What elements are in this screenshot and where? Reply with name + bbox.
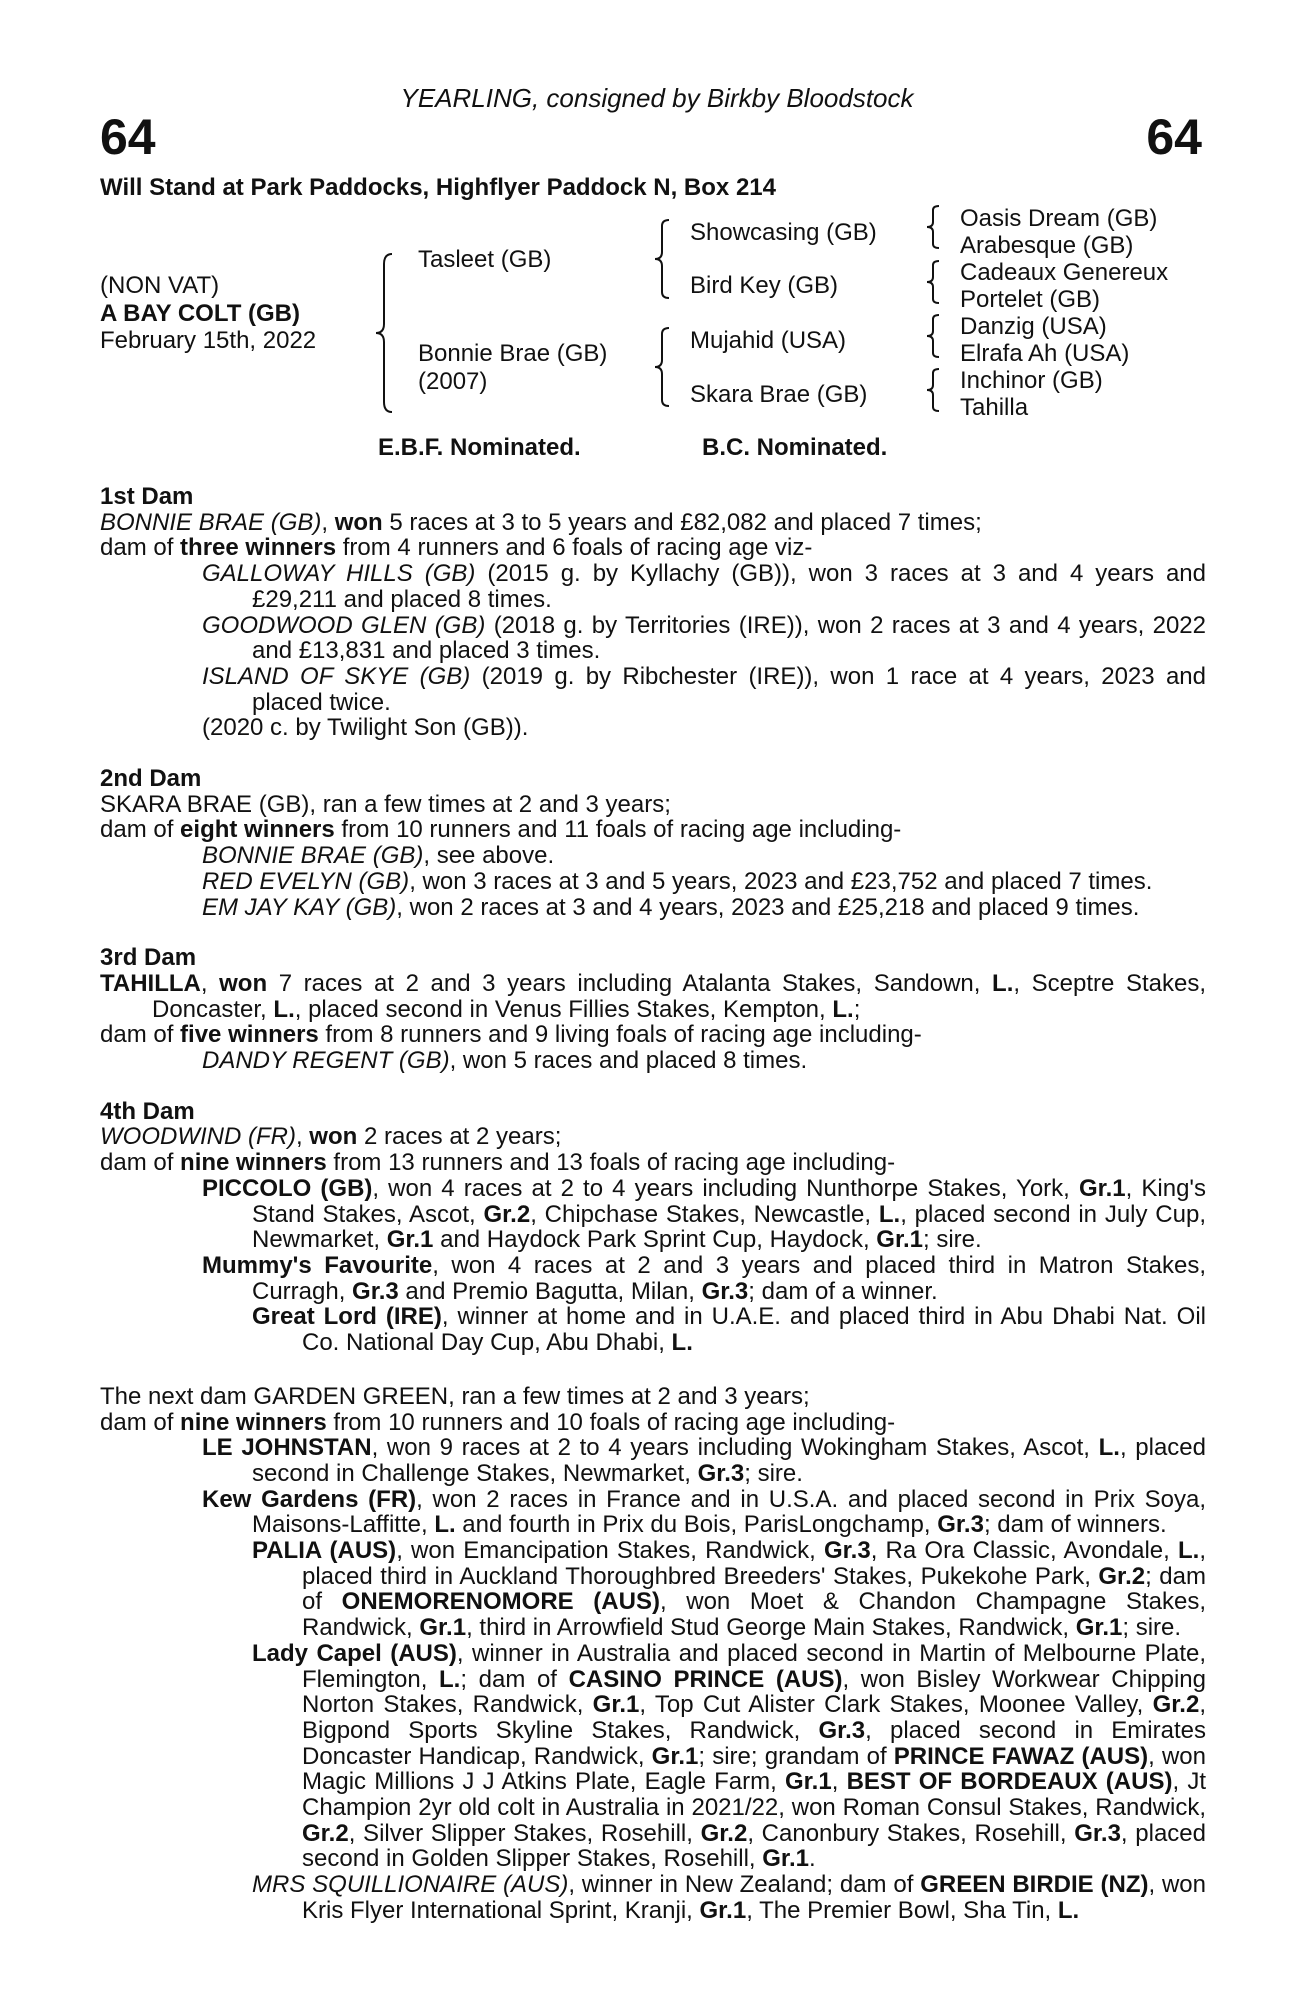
progeny-entry: ISLAND OF SKYE (GB) (2019 g. by Ribchester (IRE)), won 1 race at 4 years, 2023 and placed twice. <box>202 662 1206 716</box>
next-dam-section <box>100 1384 1206 1924</box>
progeny-entry: Mummy's Favourite, won 4 races at 2 and 3 years and placed third in Matron Stakes, Curragh, Gr.3 and Premio Bagutta, Milan, Gr.3; dam of a winner. <box>202 1251 1207 1305</box>
section-heading: 2nd Dam <box>100 765 202 793</box>
progeny-entry: GOODWOOD GLEN (GB) (2018 g. by Territories (IRE)), won 2 races at 3 and 4 years, 2022 and £13,831 and placed 3 times. <box>202 611 1206 665</box>
progeny-entry: GALLOWAY HILLS (GB) (2015 g. by Kyllachy (GB)), won 3 races at 3 and 4 years and £29,211 and placed 8 times. <box>202 560 1206 613</box>
progeny-entry: Great Lord (IRE), winner at home and in U.A.E. and placed third in Abu Dhabi Nat. Oil Co. National Day Cup, Abu Dhabi, L. <box>252 1303 1206 1357</box>
next-dam-produce: dam of nine winners from 10 runners and 10 foals of racing age including- <box>100 1408 896 1436</box>
first-dam-section <box>100 484 1206 741</box>
pedigree-sire-sire: Showcasing (GB) <box>690 219 877 246</box>
pedigree-brace-g3-1 <box>924 204 942 250</box>
stand-location: Will Stand at Park Paddocks, Highflyer Paddock N, Box 214 <box>100 174 776 201</box>
progeny-entry: (2020 c. by Twilight Son (GB)). <box>202 714 529 742</box>
pedigree-g3-3: Cadeaux Genereux <box>960 259 1169 286</box>
second-dam-record: SKARA BRAE (GB), ran a few times at 2 and 3 years; <box>100 790 671 818</box>
fourth-dam-section <box>100 1099 1206 1356</box>
pedigree-dam-year: (2007) <box>418 368 488 395</box>
third-dam-produce: dam of five winners from 8 runners and 9 living foals of racing age including- <box>100 1021 922 1049</box>
lot-number-left: 64 <box>100 109 156 165</box>
horse-name: A BAY COLT (GB) <box>100 300 301 327</box>
fourth-dam-produce: dam of nine winners from 13 runners and 13 foals of racing age including- <box>100 1149 896 1177</box>
next-dam-record: The next dam GARDEN GREEN, ran a few times at 2 and 3 years; <box>100 1382 810 1410</box>
section-heading: 3rd Dam <box>100 944 197 972</box>
first-dam-record: BONNIE BRAE (GB), won 5 races at 3 to 5 years and £82,082 and placed 7 times; <box>100 508 982 536</box>
consignment-line: YEARLING, consigned by Birkby Bloodstock <box>400 83 914 113</box>
pedigree-brace-g3-4 <box>924 367 942 413</box>
progeny-entry: MRS SQUILLIONAIRE (AUS), winner in New Zealand; dam of GREEN BIRDIE (NZ), won Kris Flyer International Sprint, Kranji, Gr.1, The Premier Bowl, Sha Tin, L. <box>252 1871 1206 1924</box>
pedigree-brace-main <box>372 252 396 414</box>
catalogue-body <box>100 484 1206 1924</box>
pedigree-g3-8: Tahilla <box>960 394 1029 421</box>
progeny-entry: LE JOHNSTAN, won 9 races at 2 to 4 years including Wokingham Stakes, Ascot, L., placed second in Challenge Stakes, Newmarket, Gr.3; sire. <box>202 1434 1206 1487</box>
pedigree-g3-5: Danzig (USA) <box>960 313 1107 340</box>
pedigree-g3-4: Portelet (GB) <box>960 286 1101 313</box>
second-dam-section <box>100 766 1206 920</box>
pedigree-dam-dam: Skara Brae (GB) <box>690 381 868 408</box>
third-dam-record: TAHILLA, won 7 races at 2 and 3 years including Atalanta Stakes, Sandown, L., Sceptre Stakes, Doncaster, L., placed second in Venus Fillies Stakes, Kempton, L.; <box>100 969 1206 1023</box>
pedigree-brace-dam <box>652 326 672 408</box>
third-dam-section <box>100 945 1206 1074</box>
pedigree-dam: Bonnie Brae (GB) <box>418 340 608 367</box>
pedigree-sire-dam: Bird Key (GB) <box>690 272 839 299</box>
foaling-date: February 15th, 2022 <box>100 327 317 354</box>
progeny-entry: PALIA (AUS), won Emancipation Stakes, Randwick, Gr.3, Ra Ora Classic, Avondale, L., placed third in Auckland Thoroughbred Breeders' Stakes, Pukekohe Park, Gr.2; dam of ONEMORENOMORE (AUS), won Moet & Chandon Champagne Stakes, Randwick, Gr.1, third in Arrowfield Stud George Main Stakes, Randwick, Gr.1; sire. <box>252 1537 1207 1642</box>
lot-number-right: 64 <box>1146 109 1202 165</box>
section-heading: 4th Dam <box>100 1097 195 1125</box>
progeny-entry: RED EVELYN (GB), won 3 races at 3 and 5 years, 2023 and £23,752 and placed 7 times. <box>202 867 1153 895</box>
pedigree-g3-6: Elrafa Ah (USA) <box>960 340 1130 367</box>
progeny-entry: BONNIE BRAE (GB), see above. <box>202 842 555 870</box>
fourth-dam-record: WOODWIND (FR), won 2 races at 2 years; <box>100 1123 562 1151</box>
first-dam-produce: dam of three winners from 4 runners and 6 foals of racing age viz- <box>100 534 813 562</box>
section-heading: 1st Dam <box>100 483 194 510</box>
pedigree-brace-g3-2 <box>924 259 942 305</box>
second-dam-produce: dam of eight winners from 10 runners and 11 foals of racing age including- <box>100 816 902 844</box>
pedigree-brace-g3-3 <box>924 313 942 359</box>
progeny-entry: DANDY REGENT (GB), won 5 races and placed 8 times. <box>202 1047 808 1075</box>
ebf-nomination: E.B.F. Nominated. <box>378 434 581 461</box>
pedigree-dam-sire: Mujahid (USA) <box>690 327 847 354</box>
progeny-entry: Kew Gardens (FR), won 2 races in France and in U.S.A. and placed second in Prix Soya, Maisons-Laffitte, L. and fourth in Prix du Bois, ParisLongchamp, Gr.3; dam of winners. <box>202 1485 1207 1539</box>
progeny-entry: EM JAY KAY (GB), won 2 races at 3 and 4 years, 2023 and £25,218 and placed 9 times. <box>202 893 1140 921</box>
pedigree-g3-1: Oasis Dream (GB) <box>960 205 1158 232</box>
pedigree-g3-2: Arabesque (GB) <box>960 232 1134 259</box>
progeny-entry: PICCOLO (GB), won 4 races at 2 to 4 years including Nunthorpe Stakes, York, Gr.1, King's Stand Stakes, Ascot, Gr.2, Chipchase Stakes, Newcastle, L., placed second in July Cup, Newmarket, Gr.1 and Haydock Park Sprint Cup, Haydock, Gr.1; sire. <box>202 1174 1207 1254</box>
pedigree-g3-7: Inchinor (GB) <box>960 367 1103 394</box>
pedigree-brace-sire <box>652 218 672 300</box>
progeny-entry: Lady Capel (AUS), winner in Australia and placed second in Martin of Melbourne Plate, Flemington, L.; dam of CASINO PRINCE (AUS), won Bisley Workwear Chipping Norton Stakes, Randwick, Gr.1, Top Cut Alister Clark Stakes, Moonee Valley, Gr.2, Bigpond Sports Skyline Stakes, Randwick, Gr.3, placed second in Emirates Doncaster Handicap, Randwick, Gr.1; sire; grandam of PRINCE FAWAZ (AUS), won Magic Millions J J Atkins Plate, Eagle Farm, Gr.1, BEST OF BORDEAUX (AUS), Jt Champion 2yr old colt in Australia in 2021/22, won Roman Consul Stakes, Randwick, Gr.2, Silver Slipper Stakes, Rosehill, Gr.2, Canonbury Stakes, Rosehill, Gr.3, placed second in Golden Slipper Stakes, Rosehill, Gr.1. <box>252 1639 1207 1873</box>
vat-status: (NON VAT) <box>100 272 220 299</box>
pedigree-sire: Tasleet (GB) <box>418 246 552 273</box>
bc-nomination: B.C. Nominated. <box>702 434 888 461</box>
